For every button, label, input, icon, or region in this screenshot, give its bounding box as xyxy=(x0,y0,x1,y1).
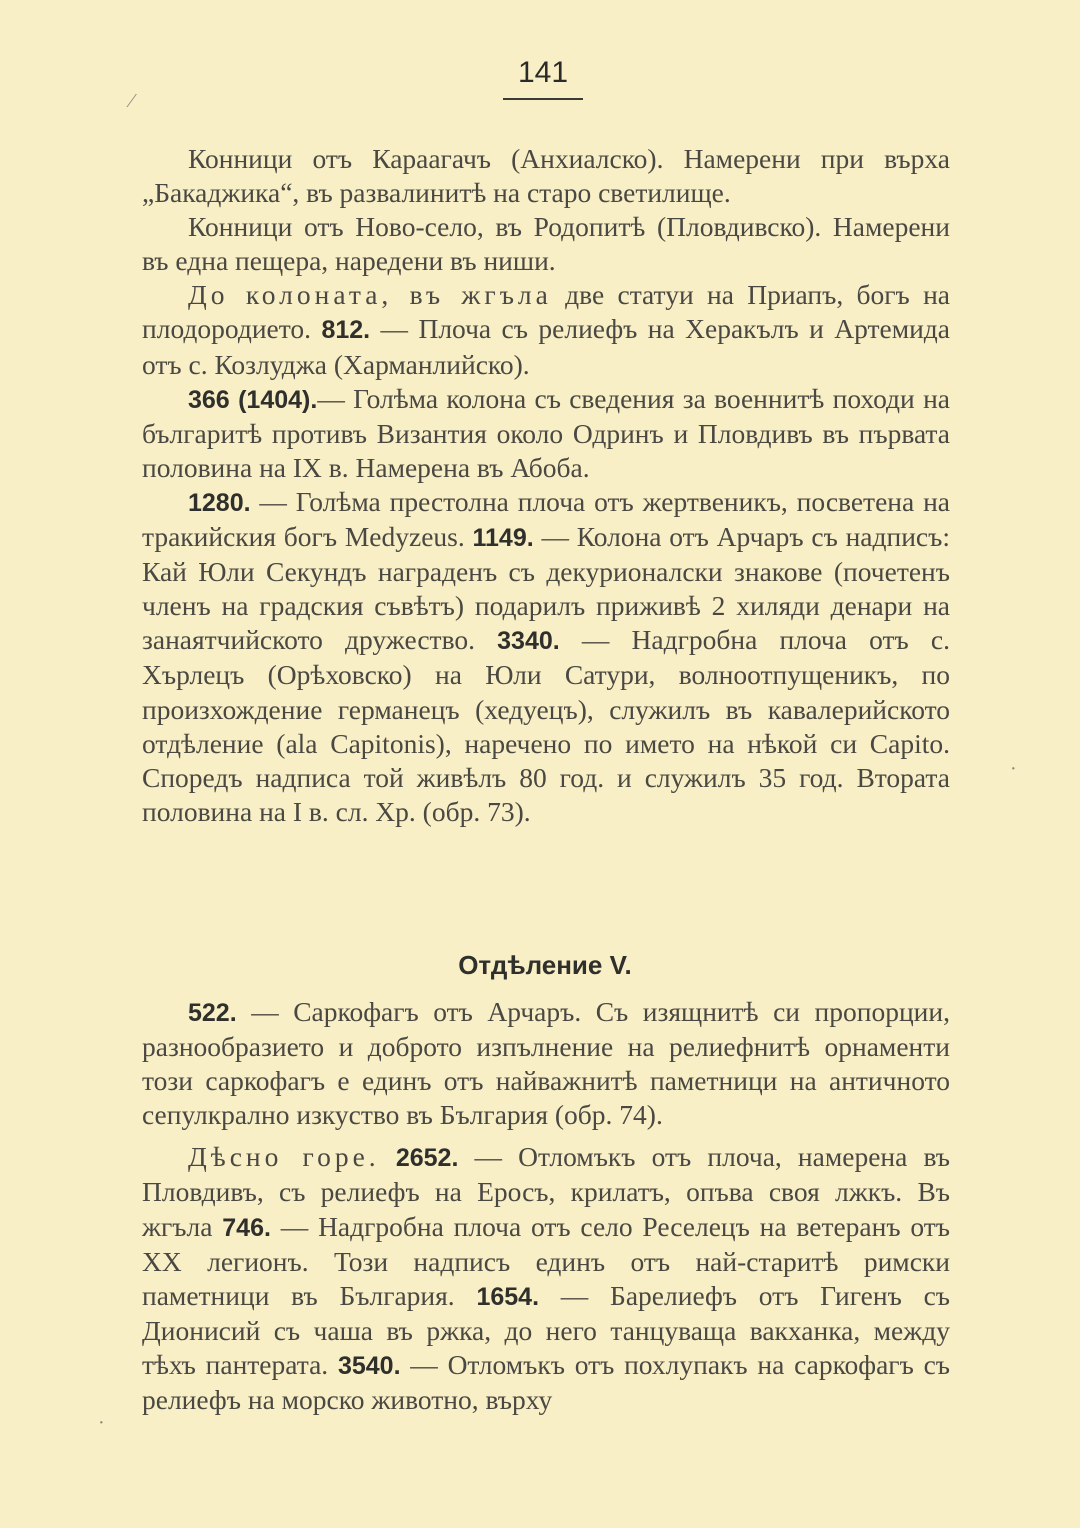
paragraph-text: две статуи на Приапъ, богъ на плодородието. xyxy=(142,279,950,345)
catalog-number: 366 (1404). xyxy=(188,385,318,414)
paragraph xyxy=(142,210,950,278)
catalog-number: 746. xyxy=(222,1213,271,1242)
catalog-number: 812. xyxy=(321,316,371,345)
paragraph-text: — Барелиефъ отъ Гигенъ съ Дионисий съ чаша въ ржка, до него танцуваща вакханка, между тѣхъ пантерата. xyxy=(142,1279,950,1380)
catalog-number: 3340. xyxy=(497,627,560,656)
paragraph-text: — Саркофагъ отъ Арчаръ. Съ изящнитѣ си пропорции, разнообразието и доброто изпълнение на релиефнитѣ орнаменти този саркофагъ е единъ отъ найважнитѣ паметници на античното сепулкрално изкуство въ България (обр. 74). xyxy=(142,996,950,1131)
paragraph-text: — Надгробна плоча отъ с. Хърлецъ (Орѣховско) на Юли Сатури, волноотпущеникъ, по произхождение германецъ (хедуецъ), служилъ въ кавалерийското отдѣление (ala Capitonis), наречено по името на нѣкой си Capito. Споредъ надписа той живѣлъ 80 год. и служилъ 35 год. Втората половина на I в. сл. Хр. (обр. 73). xyxy=(142,624,950,827)
margin-mark: · xyxy=(1010,758,1017,780)
margin-mark: · xyxy=(98,1412,105,1434)
paragraph-text: — Отломъкъ отъ плоча, намерена въ Пловдивъ, съ релиефъ на Еросъ, крилатъ, опъва своя лжкъ. xyxy=(142,1141,950,1208)
paragraph xyxy=(142,485,950,829)
paragraph-text: — Голѣма престолна плоча отъ жертвеникъ, посветена на тракийския богъ Medyzeus. xyxy=(142,485,950,553)
paragraph xyxy=(142,1140,950,1417)
paragraph xyxy=(142,995,950,1132)
spaced-phrase: Въ жгъла xyxy=(142,1176,950,1242)
catalog-number: 1149. xyxy=(472,524,534,553)
paragraph-text: — Отломъкъ отъ похлупакъ на саркофагъ съ релиефъ на морско животно, върху xyxy=(142,1348,951,1416)
paragraph-text: — Голѣма колона съ сведения за военнитѣ походи на българитѣ противъ Византия около Одринъ и Пловдивъ въ първата половина на IX в. Намерена въ Абоба. xyxy=(142,382,950,483)
text-block-bottom xyxy=(142,995,950,1417)
paragraph-text: Конници отъ Ново-село, въ Родопитѣ (Пловдивско). Намерени въ една пещера, наредени въ ниши. xyxy=(142,211,950,277)
paragraph-text: Конници отъ Караагачъ (Анхиалско). Намерени при върха „Бакаджика“, въ развалинитѣ на старо светилище. xyxy=(142,143,950,209)
paragraph-text: — Плоча съ релиефъ на Херакълъ и Артемида отъ с. Козлуджа (Харманлийско). xyxy=(142,313,951,380)
catalog-number: 522. xyxy=(188,999,237,1027)
paragraph xyxy=(142,382,950,485)
paragraph-text: — Надгробна плоча отъ село Реселецъ на ветеранъ отъ XX легионъ. Този надписъ единъ отъ най-старитѣ римски паметници въ България. xyxy=(142,1210,951,1311)
page-number-rule xyxy=(503,98,583,100)
paragraph xyxy=(142,142,950,210)
margin-mark: ⁄ xyxy=(130,90,134,112)
text-block-top xyxy=(142,142,950,829)
catalog-number: 1280. xyxy=(188,488,251,517)
spaced-lead: Дѣсно горе. xyxy=(188,1141,380,1173)
catalog-number: 1654. xyxy=(476,1282,540,1311)
spaced-lead: До колоната, въ жгъла xyxy=(188,279,552,311)
paragraph-text: — Колона отъ Арчаръ съ надписъ: Кай Юли Секундъ награденъ съ декурионалски знакове (почетенъ членъ на градския съвѣтъ) подарилъ приживѣ 2 хиляди денари на занаятчийското дружество. xyxy=(142,521,950,656)
catalog-number: 3540. xyxy=(337,1351,401,1380)
section-heading: Отдѣление V. xyxy=(458,950,632,980)
catalog-number: 2652. xyxy=(395,1144,459,1173)
page-number: 141 xyxy=(517,56,569,89)
paragraph xyxy=(142,278,950,381)
